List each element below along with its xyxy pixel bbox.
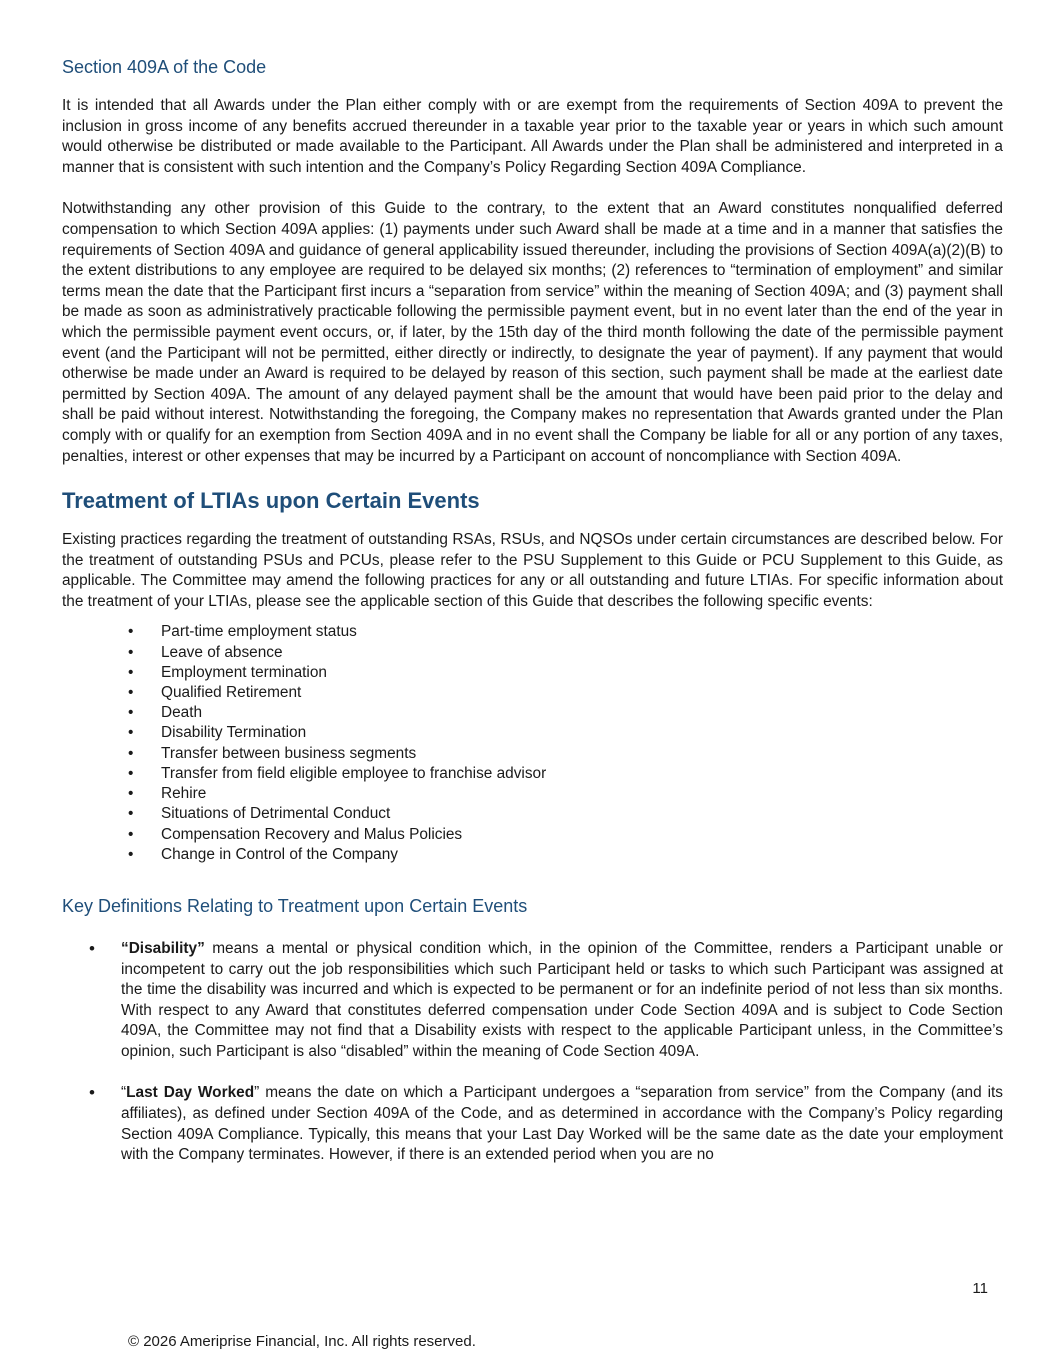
list-item: • Rehire <box>128 784 1003 804</box>
list-item: • Disability Termination <box>128 723 1003 743</box>
list-item: • Situations of Detrimental Conduct <box>128 804 1003 824</box>
list-item: • Leave of absence <box>128 643 1003 663</box>
definition-term: “Disability” <box>121 939 205 957</box>
copyright-footer: © 2026 Ameriprise Financial, Inc. All rights reserved. <box>128 1333 476 1350</box>
definition-last-day-worked <box>121 1083 1003 1165</box>
events-list <box>62 622 1003 864</box>
page-number: 11 <box>972 1280 988 1297</box>
list-item: • Death <box>128 703 1003 723</box>
list-item: • Part-time employment status <box>128 622 1003 642</box>
definition-text: ” means the date on which a Participant undergoes a “separation from service” from the Company (and its affiliates), as defined under Section 409A of the Code, and as determined in accordance with the Company’s Policy regarding Section 409A Compliance. Typically, this means that your Last Day Worked will be the same date as the date your employment with the Company terminates. However, if there is an extended period when you are no <box>121 1084 1004 1164</box>
page-content <box>62 56 1003 1166</box>
treatment-heading: Treatment of LTIAs upon Certain Events <box>62 488 480 514</box>
definition-disability <box>121 939 1003 1063</box>
definition-open-quote: “ <box>121 1084 127 1102</box>
section-409a-paragraph-2: Notwithstanding any other provision of this Guide to the contrary, to the extent that an Award constitutes nonqualified deferred compensation to which Section 409A applies: (1) payments under such Award shall be made at a time and in a manner that satisfies the requirements of Section 409A and guidance of general applicability issued thereunder, including the provisions of Section 409A(a)(2)(B) to the extent distributions to any employee are required to be delayed six months; (2) references to “termination of employment” and similar terms mean the date that the Participant first incurs a “separation from service” within the meaning of Section 409A; and (3) payment shall be made as soon as administratively practicable following the permissible payment event, but in no event later than the end of the year in which the permissible payment event occurs, or, if later, by the 15th day of the third month following the date of the permissible payment event (and the Participant will not be permitted, either directly or indirectly, to designate the year of payment). If any payment that would otherwise be made under an Award is required to be delayed by reason of this section, such payment shall be made at the earliest date permitted by Section 409A. The amount of any delayed payment shall be the amount that would have been paid prior to the delay and shall be paid without interest. Notwithstanding the foregoing, the Company makes no representation that Awards granted under the Plan comply with or qualify for an exemption from Section 409A and in no event shall the Company be liable for all or any portion of any taxes, penalties, interest or other expenses that may be incurred by a Participant on account of noncompliance with Section 409A. <box>62 200 1003 465</box>
treatment-intro: Existing practices regarding the treatment of outstanding RSAs, RSUs, and NQSOs under certain circumstances are described below. For the treatment of outstanding PSUs and PCUs, please refer to the PSU Supplement to this Guide or PCU Supplement to this Guide, as applicable. The Committee may amend the following practices for any or all outstanding and future LTIAs. For specific information about the treatment of your LTIAs, please see the applicable section of this Guide that describes the following specific events: <box>62 531 1003 610</box>
list-item: • Compensation Recovery and Malus Policies <box>128 825 1003 845</box>
list-item: • Qualified Retirement <box>128 683 1003 703</box>
definition-term: Last Day Worked <box>126 1084 255 1102</box>
definitions-list <box>62 939 1003 1166</box>
section-409a-heading: Section 409A of the Code <box>62 57 267 77</box>
list-item: • Transfer between business segments <box>128 744 1003 764</box>
list-item: • Employment termination <box>128 663 1003 683</box>
definition-text: means a mental or physical condition which, in the opinion of the Committee, renders a Participant unable or incompetent to carry out the job responsibilities which such Participant held or tasks to which such Participant was assigned at the time the disability was incurred and which is expected to be permanent or for an indefinite period of not less than six months. With respect to any Award that constitutes deferred compensation under Code Section 409A and is subject to Code Section 409A, the Committee may not find that a Disability exists with respect to the applicable Participant unless, in the Committee’s opinion, such Participant is also “disabled” within the meaning of Code Section 409A. <box>121 939 1003 1060</box>
list-item: • Change in Control of the Company <box>128 845 1003 865</box>
definitions-heading: Key Definitions Relating to Treatment upon Certain Events <box>62 895 528 916</box>
section-409a-paragraph-1: It is intended that all Awards under the Plan either comply with or are exempt from the requirements of Section 409A to prevent the inclusion in gross income of any benefits accrued thereunder in a taxable year prior to the taxable year or years in which such amount would otherwise be distributed or made available to the Participant. All Awards under the Plan shall be administered and interpreted in a manner that is consistent with such intention and the Company’s Policy Regarding Section 409A Compliance. <box>62 97 1003 176</box>
list-item: • Transfer from field eligible employee to franchise advisor <box>128 764 1003 784</box>
